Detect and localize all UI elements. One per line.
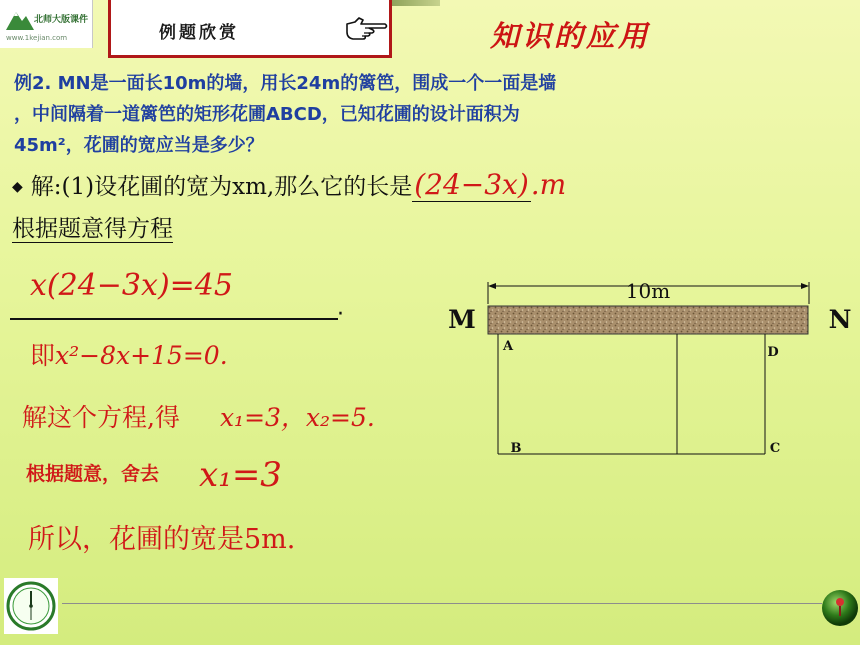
logo-name: 北师大版课件 <box>34 15 89 25</box>
conclusion: 所以，花圃的宽是5m. <box>28 524 296 555</box>
banner-label: 例题欣赏 <box>159 23 239 43</box>
publisher-logo <box>0 0 93 48</box>
equation-expanded <box>30 336 228 372</box>
section-title: 知识的应用 <box>490 19 651 53</box>
top-decor-strip <box>392 0 440 6</box>
clock-icon[interactable] <box>4 578 58 634</box>
length-unit: .m <box>530 168 567 201</box>
dimension-arrow-right <box>801 283 809 289</box>
problem-line-2: ，中间隔着一道篱笆的矩形花圃ABCD，已知花圃的设计面积为 <box>14 104 520 125</box>
label-m: M <box>448 305 476 334</box>
roots: x₁=3，x₂=5. <box>219 403 375 432</box>
dimension-arrow-left <box>488 283 496 289</box>
bottom-divider <box>62 603 822 604</box>
length-expression: (24−3x) <box>414 168 529 201</box>
expanded-prefix: 即 <box>30 341 56 370</box>
problem-line-1: 例2. MN是一面长10m的墙，用长24m的篱笆，围成一个一面是墙 <box>14 73 557 94</box>
pointing-hand-icon[interactable] <box>345 16 389 42</box>
corner-label-b: B <box>510 441 522 456</box>
example-banner <box>108 0 392 58</box>
equation-underline <box>10 318 338 320</box>
label-n: N <box>828 305 852 334</box>
corner-label-d: D <box>767 345 779 360</box>
discard-value: x₁=3 <box>199 455 282 495</box>
wall-mn <box>488 306 808 334</box>
mountain-logo-icon <box>6 8 34 30</box>
equation-main: x(24−3x)=45 <box>30 268 233 303</box>
expanded-equation: x²−8x+15=0. <box>55 341 228 370</box>
discard-text: 根据题意，舍去 <box>26 463 160 485</box>
equation-prompt: 根据题意得方程 <box>12 216 173 242</box>
logo-url: www.1kejian.com <box>6 34 68 42</box>
discard-line <box>26 455 282 495</box>
nav-ball-icon[interactable] <box>820 588 860 628</box>
garden-diagram <box>440 276 860 466</box>
problem-statement <box>14 68 834 161</box>
problem-line-3: 45m²，花圃的宽应当是多少？ <box>14 135 264 156</box>
corner-label-c: C <box>769 441 781 456</box>
equation-period: · <box>337 302 344 327</box>
solve-line <box>22 398 375 434</box>
solution-intro-line <box>12 168 566 202</box>
solution-line-2 <box>12 210 173 243</box>
wall-length-label: 10m <box>625 279 671 303</box>
solution-intro: 解:(1)设花圃的宽为xm,那么它的长是 <box>30 174 413 200</box>
bullet-icon: ◆ <box>12 179 23 195</box>
solve-text: 解这个方程,得 <box>22 403 180 432</box>
corner-label-a: A <box>502 339 514 354</box>
